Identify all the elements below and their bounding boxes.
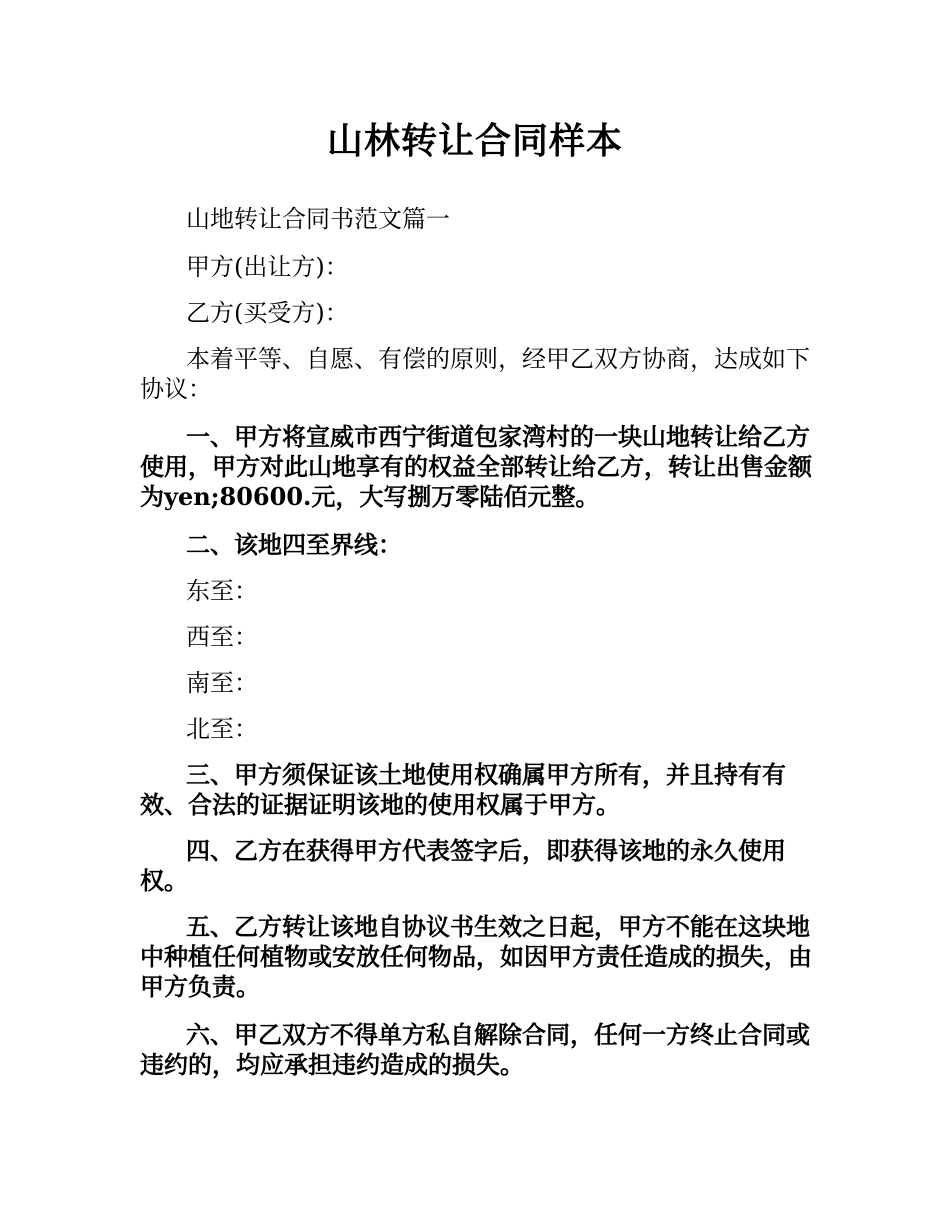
clause-5-paragraph: 五、乙方转让该地自协议书生效之日起，甲方不能在这块地中种植任何植物或安放任何物品，如因甲方责任造成的损失，由甲方负责。 (140, 912, 812, 1001)
subtitle-paragraph: 山地转让合同书范文篇一 (186, 205, 450, 233)
clause-1-paragraph: 一、甲方将宣威市西宁街道包家湾村的一块山地转让给乙方使用，甲方对此山地享有的权益全部转让给乙方，转让出售金额为yen;80600.元，大写捌万零陆佰元整。 (140, 422, 812, 511)
boundary-east: 东至： (186, 577, 258, 605)
party-a-line: 甲方(出让方)： (186, 253, 349, 281)
preamble-paragraph: 本着平等、自愿、有偿的原则，经甲乙双方协商，达成如下协议： (140, 345, 810, 403)
clause-4-paragraph: 四、乙方在获得甲方代表签字后，即获得该地的永久使用权。 (140, 836, 786, 895)
boundary-west: 西至： (186, 623, 258, 651)
clause-6-paragraph: 六、甲乙双方不得单方私自解除合同，任何一方终止合同或违约的，均应承担违约造成的损失。 (140, 1020, 810, 1079)
document-title: 山林转让合同样本 (326, 121, 623, 162)
clause-3-paragraph: 三、甲方须保证该土地使用权确属甲方所有，并且持有有效、合法的证据证明该地的使用权属于甲方。 (140, 760, 786, 819)
boundary-north: 北至： (186, 715, 258, 743)
boundary-south: 南至： (186, 669, 258, 697)
clause-2-paragraph: 二、该地四至界线： (186, 530, 402, 559)
party-b-line: 乙方(买受方)： (186, 299, 349, 327)
